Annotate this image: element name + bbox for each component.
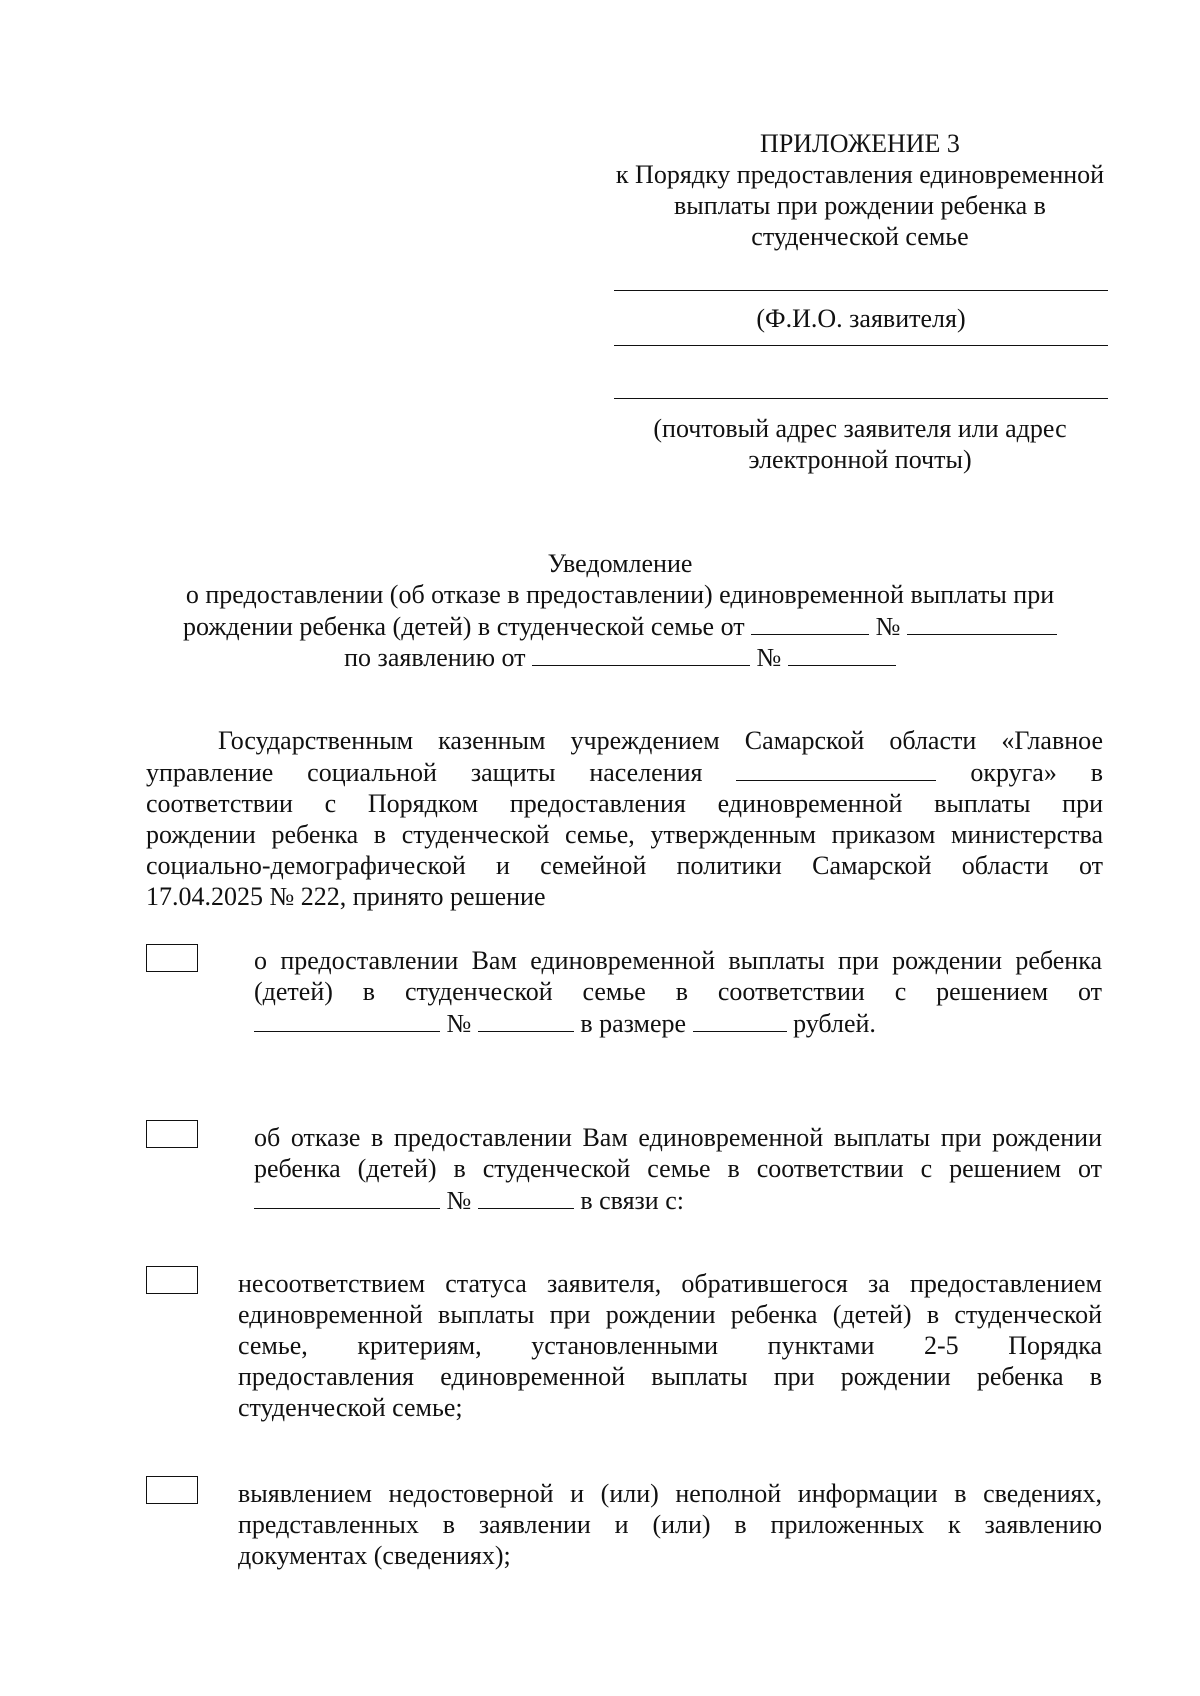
refuse-option-text: [254, 1122, 1102, 1216]
grant-line-3: [254, 1007, 1102, 1039]
refuse-number-blank: [478, 1184, 574, 1209]
notice-line-1: о предоставлении (об отказе в предоставлении) единовременной выплаты при: [185, 580, 1055, 609]
grant-option-text: [254, 945, 1102, 1039]
notice-date-blank: [751, 610, 869, 635]
address-line: [614, 398, 1108, 399]
grant-date-blank: [254, 1007, 440, 1032]
reason-status-line-3: семье, критериям, установленными пунктами 2-5 Порядка: [238, 1331, 1102, 1360]
reason-info-line-1: выявлением недостоверной и (или) неполной информации в сведениях,: [238, 1479, 1102, 1508]
appendix-title: ПРИЛОЖЕНИЕ 3: [760, 129, 960, 158]
refuse-checkbox[interactable]: [146, 1120, 198, 1148]
application-number-sign: №: [756, 643, 782, 672]
notice-line-3: [150, 641, 1090, 673]
reason-status-line-5: студенческой семье;: [238, 1393, 463, 1422]
district-blank: [736, 756, 936, 781]
reason-info-checkbox[interactable]: [146, 1476, 198, 1504]
fio-line-bottom: [614, 345, 1108, 346]
body-line-3: соответствии с Порядком предоставления единовременной выплаты при: [146, 789, 1103, 818]
grant-number-sign: №: [446, 1009, 472, 1038]
reason-status-line-4: предоставления единовременной выплаты при рождении ребенка в: [238, 1362, 1102, 1391]
body-line-4: рождении ребенка в студенческой семье, утвержденным приказом министерства: [146, 820, 1103, 849]
refuse-line-3: [254, 1184, 1102, 1216]
reason-info-text: [238, 1478, 1102, 1571]
notice-number-sign: №: [875, 612, 901, 641]
fio-line-top: [614, 290, 1108, 291]
body-line-5: социально-демографической и семейной политики Самарской области от: [146, 851, 1103, 880]
appendix-header: [600, 128, 1120, 252]
reason-status-line-2: единовременной выплаты при рождении ребенка (детей) в студенческой: [238, 1300, 1102, 1329]
application-date-blank: [532, 641, 750, 666]
reason-status-line-1: несоответствием статуса заявителя, обратившегося за предоставлением: [238, 1269, 1102, 1298]
body-line-6: 17.04.2025 № 222, принято решение: [146, 882, 546, 911]
appendix-line-1: к Порядку предоставления единовременной: [615, 160, 1105, 189]
reason-info-line-2: представленных в заявлении и (или) в приложенных к заявлению: [238, 1510, 1102, 1539]
body-line-2: [146, 756, 1103, 788]
refuse-number-sign: №: [446, 1186, 472, 1215]
address-caption-line-1: (почтовый адрес заявителя или адрес: [653, 414, 1067, 443]
notice-line-2: [150, 610, 1090, 642]
body-line-2-a: управление социальной защиты населения: [146, 758, 703, 787]
grant-number-blank: [478, 1007, 574, 1032]
grant-amount-blank: [693, 1007, 787, 1032]
appendix-line-2: выплаты при рождении ребенка в: [674, 191, 1046, 220]
address-caption: [600, 413, 1120, 475]
body-line-1: Государственным казенным учреждением Самарской области «Главное: [218, 726, 1103, 755]
appendix-line-3: студенческой семье: [751, 222, 969, 251]
body-paragraph: [146, 725, 1103, 912]
reason-status-text: [238, 1268, 1102, 1423]
fio-caption: (Ф.И.О. заявителя): [756, 304, 966, 333]
grant-line-1: о предоставлении Вам единовременной выплаты при рождении ребенка: [254, 946, 1102, 975]
refuse-date-blank: [254, 1184, 440, 1209]
grant-checkbox[interactable]: [146, 944, 198, 972]
reason-info-line-3: документах (сведениях);: [238, 1541, 511, 1570]
grant-line-2: (детей) в студенческой семье в соответствии с решением от: [254, 977, 1102, 1006]
notice-line-2-text: рождении ребенка (детей) в студенческой семье от: [183, 612, 745, 641]
grant-amount-suffix: рублей.: [793, 1009, 876, 1038]
refuse-line-2: ребенка (детей) в студенческой семье в соответствии с решением от: [254, 1154, 1102, 1183]
notice-line-3-text: по заявлению от: [344, 643, 526, 672]
notice-heading: Уведомление: [547, 549, 693, 578]
refuse-line-1: об отказе в предоставлении Вам единовременной выплаты при рождении: [254, 1123, 1102, 1152]
application-number-blank: [788, 641, 896, 666]
reason-status-checkbox[interactable]: [146, 1266, 198, 1294]
body-line-2-b: округа» в: [970, 758, 1104, 787]
notice-number-blank: [907, 610, 1057, 635]
grant-amount-prefix: в размере: [580, 1009, 687, 1038]
address-caption-line-2: электронной почты): [748, 445, 972, 474]
refuse-reason-suffix: в связи с:: [580, 1186, 684, 1215]
